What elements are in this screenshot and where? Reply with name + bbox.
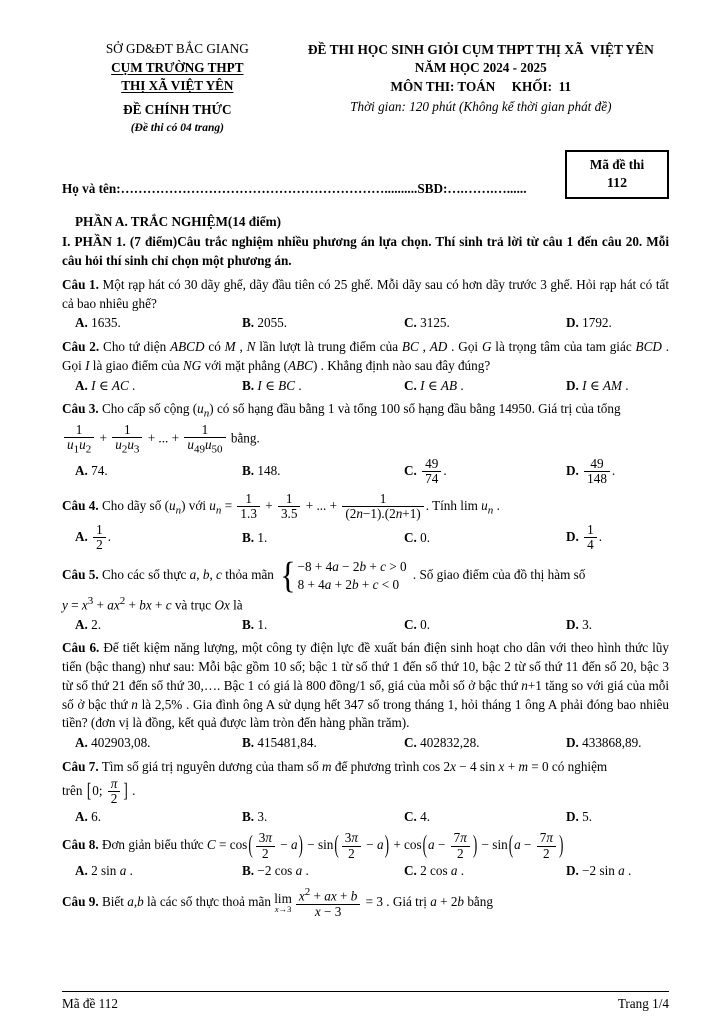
option-a: A. 2. <box>75 616 102 632</box>
option-a: A. 2 sin a . <box>75 863 133 879</box>
option-c: C. 3125. <box>404 315 450 331</box>
option-a: A. 6. <box>75 808 102 824</box>
option-d: D. 3. <box>566 616 593 632</box>
option-b: B. 3. <box>242 808 268 824</box>
question <box>62 758 669 827</box>
option-b: B. I ∈ BC . <box>242 377 302 393</box>
question <box>62 886 669 919</box>
candidate-row <box>62 150 669 198</box>
question-stem: Câu 9. Biết a,b là các số thực thoả mãn lim x→3 $\frac{x^2 + ax + b}{x - 3}$ = 3 . Giá trị a + 2b bằng <box>62 886 493 919</box>
question <box>62 400 669 487</box>
name-and-sbd-line: Họ và tên:……………………………………………………..........SBD:….…….…...... <box>62 180 527 196</box>
department-name: SỞ GD&ĐT BẮC GIANG <box>105 41 249 56</box>
school-cluster: CỤM TRƯỜNG THPT <box>111 59 244 75</box>
school-year: NĂM HỌC 2024 - 2025 <box>414 60 547 76</box>
page-footer <box>62 991 669 1014</box>
option-b: B. −2 cos a . <box>242 863 309 879</box>
option-c: C. $\frac{49}{74}$ . <box>404 455 447 487</box>
option-c: C. 2 cos a . <box>404 863 465 879</box>
exam-code-value: 112 <box>606 176 628 192</box>
options-row <box>62 523 669 553</box>
question <box>62 639 669 752</box>
question <box>62 554 669 634</box>
question-stem: Câu 1. Một rạp hát có 30 dãy ghế, dãy đầu tiên có 25 ghế. Mỗi dãy sau có hơn dãy trước 3 ghế. Hỏi rạp hát có tất cả bao nhiêu ghế? <box>62 276 669 311</box>
options-row <box>62 616 669 635</box>
exam-title: ĐỀ THI HỌC SINH GIỎI CỤM THPT THỊ XÃ VIỆT YÊN <box>307 42 654 57</box>
option-a: A. 402903,08. <box>75 735 151 751</box>
option-c: C. 0. <box>404 616 431 632</box>
option-d: D. $\frac{49}{148}$ . <box>566 455 616 487</box>
exam-code-label: Mã đề thi <box>589 157 645 173</box>
pages-note: (Đề thi có 04 trang) <box>130 121 224 134</box>
option-d: D. −2 sin a . <box>566 863 632 879</box>
option-d: D. 433868,89. <box>566 735 642 751</box>
option-c: C. I ∈ AB . <box>404 377 464 393</box>
question <box>62 338 669 395</box>
option-a: A. 1635. <box>75 315 121 331</box>
part1-instructions: I. PHẦN 1. (7 điểm)Câu trắc nghiệm nhiều phương án lựa chọn. Thí sinh trả lời từ câu 1 đến câu 20. Mỗi câu hỏi thí sinh chỉ chọn một phương án. <box>62 234 669 269</box>
option-b: B. 415481,84. <box>242 735 317 751</box>
question-stem: Câu 7. Tìm số giá trị nguyên dương của tham số m để phương trình cos 2x − 4 sin x + m = 0 có nghiệm trên [0; $\frac{\pi}{2}$ ] . <box>62 758 608 807</box>
time-limit: Thời gian: 120 phút (Không kể thời gian phát đề) <box>350 98 612 114</box>
exam-code-box <box>565 150 669 198</box>
question-stem: Câu 5. Cho các số thực a, b, c thỏa mãn { −8 + 4a − 2b + c > 0 8 + 4a + 2b + c < 0 . Số giao điểm của đồ thị hàm số $y = x^3 + ax^2$ + bx + c và trục Ox là <box>62 554 586 612</box>
option-c: C. 402832,28. <box>404 735 480 751</box>
official-exam-label: ĐỀ CHÍNH THỨC <box>123 102 232 118</box>
questions <box>62 271 669 920</box>
question-stem: Câu 4. Cho dãy số $(u_n)$ với $u_n$ = $\frac{1}{1.3}$ + $\frac{1}{3.5}$ + ... + $\frac{1}{(2n-1).(2n+1)}$ . Tính $\lim u_n$ . <box>62 490 500 522</box>
subject-grade: MÔN THI: TOÁN KHỐI: 11 <box>390 78 572 94</box>
question <box>62 276 669 333</box>
question <box>62 492 669 553</box>
option-b: B. 1. <box>242 529 268 545</box>
option-a: A. 74. <box>75 463 108 479</box>
question-stem: Câu 8. Đơn giản biểu thức C = cos( $\frac{3\pi}{2}$ − a) − sin( $\frac{3\pi}{2}$ − a) + cos(a − $\frac{7\pi}{2}$ ) − sin(a − $\frac{7\pi}{2}$ ) <box>62 829 564 861</box>
question-stem: Câu 3. Cho cấp số cộng $(u_n)$ có số hạng đầu bằng 1 và tổng 100 số hạng đầu bằng 14950. Giá trị của tổng $\frac{1}{u_1u_2}$ + $\frac{1}{u_2u_3}$ + ... + $\frac{1}{u_{49}u_{50}}$ bằng. <box>62 401 621 456</box>
options-row <box>62 377 669 396</box>
footer-exam-code: Mã đề 112 <box>62 996 118 1012</box>
question-stem: Câu 6. Để tiết kiệm năng lượng, một công ty điện lực đề xuất bán điện sinh hoạt cho dân với theo hình thức lũy tiến (bậc thang) như sau: Mỗi bậc gồm 10 số; bậc 1 từ số thứ 1 đến số thứ 10, bậc 2 từ số thứ 11 đến số 20, bậc 3 từ số thứ 21 đến số thứ 30,…. Bậc 1 có giá là 800 đồng/1 số, giá của mỗi số ở bậc thứ n+1 tăng so với giá của mỗi số ở bậc thứ n là 2,5% . Gia đình ông A sử dụng hết 347 số trong tháng 1, hỏi tháng 1 ông A phải đóng bao nhiêu tiền? (đơn vị là đồng, kết quả được làm tròn đến hàng phần trăm). <box>62 640 669 731</box>
option-c: C. 0. <box>404 529 431 545</box>
header-left-block <box>62 40 293 136</box>
question <box>62 831 669 881</box>
option-d: D. I ∈ AM . <box>566 377 629 393</box>
options-row <box>62 314 669 333</box>
option-a: A. I ∈ AC . <box>75 377 136 393</box>
option-b: B. 148. <box>242 463 281 479</box>
option-a: A. $\frac{1}{2}$ . <box>75 521 112 553</box>
options-row <box>62 734 669 753</box>
option-d: D. $\frac{1}{4}$ . <box>566 521 603 553</box>
options-row <box>62 862 669 881</box>
option-d: D. 5. <box>566 808 593 824</box>
exam-header <box>62 40 669 136</box>
question-stem: Câu 2. Cho tứ diện ABCD có M , N lần lượt là trung điểm của BC , AD . Gọi G là trọng tâm của tam giác BCD . Gọi I là giao điểm của NG với mặt phẳng (ABC) . Khẳng định nào sau đây đúng? <box>62 339 670 373</box>
options-row <box>62 808 669 827</box>
option-b: B. 2055. <box>242 315 288 331</box>
section-a-title: PHẦN A. TRẮC NGHIỆM(14 điểm) <box>75 213 281 229</box>
header-right-block <box>293 40 669 136</box>
option-c: C. 4. <box>404 808 431 824</box>
option-d: D. 1792. <box>566 315 612 331</box>
options-row <box>62 457 669 487</box>
option-b: B. 1. <box>242 616 268 632</box>
footer-page-number: Trang 1/4 <box>617 996 669 1012</box>
school-town: THỊ XÃ VIỆT YÊN <box>121 78 234 94</box>
